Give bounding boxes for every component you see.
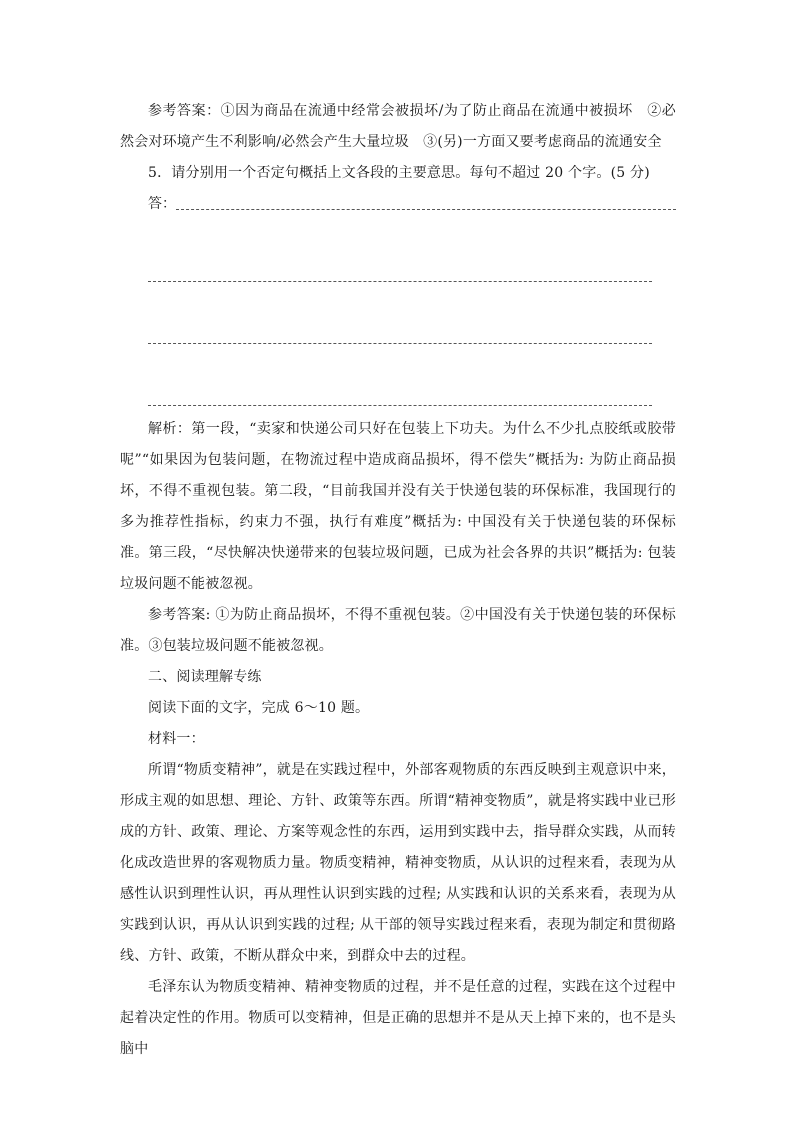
answer-line-2[interactable] [120, 220, 676, 282]
material-label: 材料一： [148, 731, 205, 747]
reading-instruction: 阅读下面的文字，完成 6～10 题。 [148, 700, 370, 716]
answer-line-4[interactable] [120, 344, 676, 406]
section-heading: 二、阅读理解专练 [148, 669, 262, 685]
analysis-paragraph: 解析：第一段，“卖家和快递公司只好在包装上下功夫。为什么不少扎点胶纸或胶带呢”“如果因为包装问题，在物流过程中造成商品损坏，得不偿失”概括为: 为防止商品损坏，不得不重视包装。第二段，“目前我国并没有关于快递包装的环保标准，我国现行的多为推荐性指标，约束力不强，执行有难度”概括为: 中国没有关于快递包装的环保标准。第三段，“尽快解决快递带来的包装垃圾问题，已成为社会各界的共识”概括为: 包装垃圾问题不能被忽视。 [120, 421, 676, 592]
reference-answer-5: 参考答案: ①为防止商品损坏，不得不重视包装。②中国没有关于快递包装的环保标准。③包装垃圾问题不能被忽视。 [120, 607, 676, 654]
material-paragraph-2: 毛泽东认为物质变精神、精神变物质的过程，并不是任意的过程，实践在这个过程中起着决定性的作用。物质可以变精神，但是正确的思想并不是从天上掉下来的，也不是头脑中 [120, 979, 676, 1057]
reference-answer-4: 参考答案：①因为商品在流通中经常会被损坏/为了防止商品在流通中被损坏 ②必然会对环境产生不利影响/必然会产生大量垃圾 ③(另)一方面又要考虑商品的流通安全 [120, 103, 676, 150]
page-content [120, 96, 676, 1065]
answer-line-3[interactable] [120, 282, 676, 344]
answer-line-1[interactable] [120, 189, 676, 220]
answer-label: 答： [148, 196, 176, 212]
question-5: 5．请分别用一个否定句概括上文各段的主要意思。每句不超过 20 个字。(5 分) [148, 165, 650, 181]
material-paragraph-1: 所谓“物质变精神”，就是在实践过程中，外部客观物质的东西反映到主观意识中来，形成主观的如思想、理论、方针、政策等东西。所谓“精神变物质”，就是将实践中业已形成的方针、政策、理论、方案等观念性的东西，运用到实践中去，指导群众实践，从而转化成改造世界的客观物质力量。物质变精神，精神变物质，从认识的过程来看，表现为从感性认识到理性认识，再从理性认识到实践的过程; 从实践和认识的关系来看，表现为从实践到认识，再从认识到实践的过程; 从干部的领导实践过程来看，表现为制定和贯彻路线、方针、政策，不断从群众中来，到群众中去的过程。 [120, 762, 676, 964]
answer-dashed-line [148, 405, 652, 406]
answer-dashed-line [176, 209, 676, 210]
